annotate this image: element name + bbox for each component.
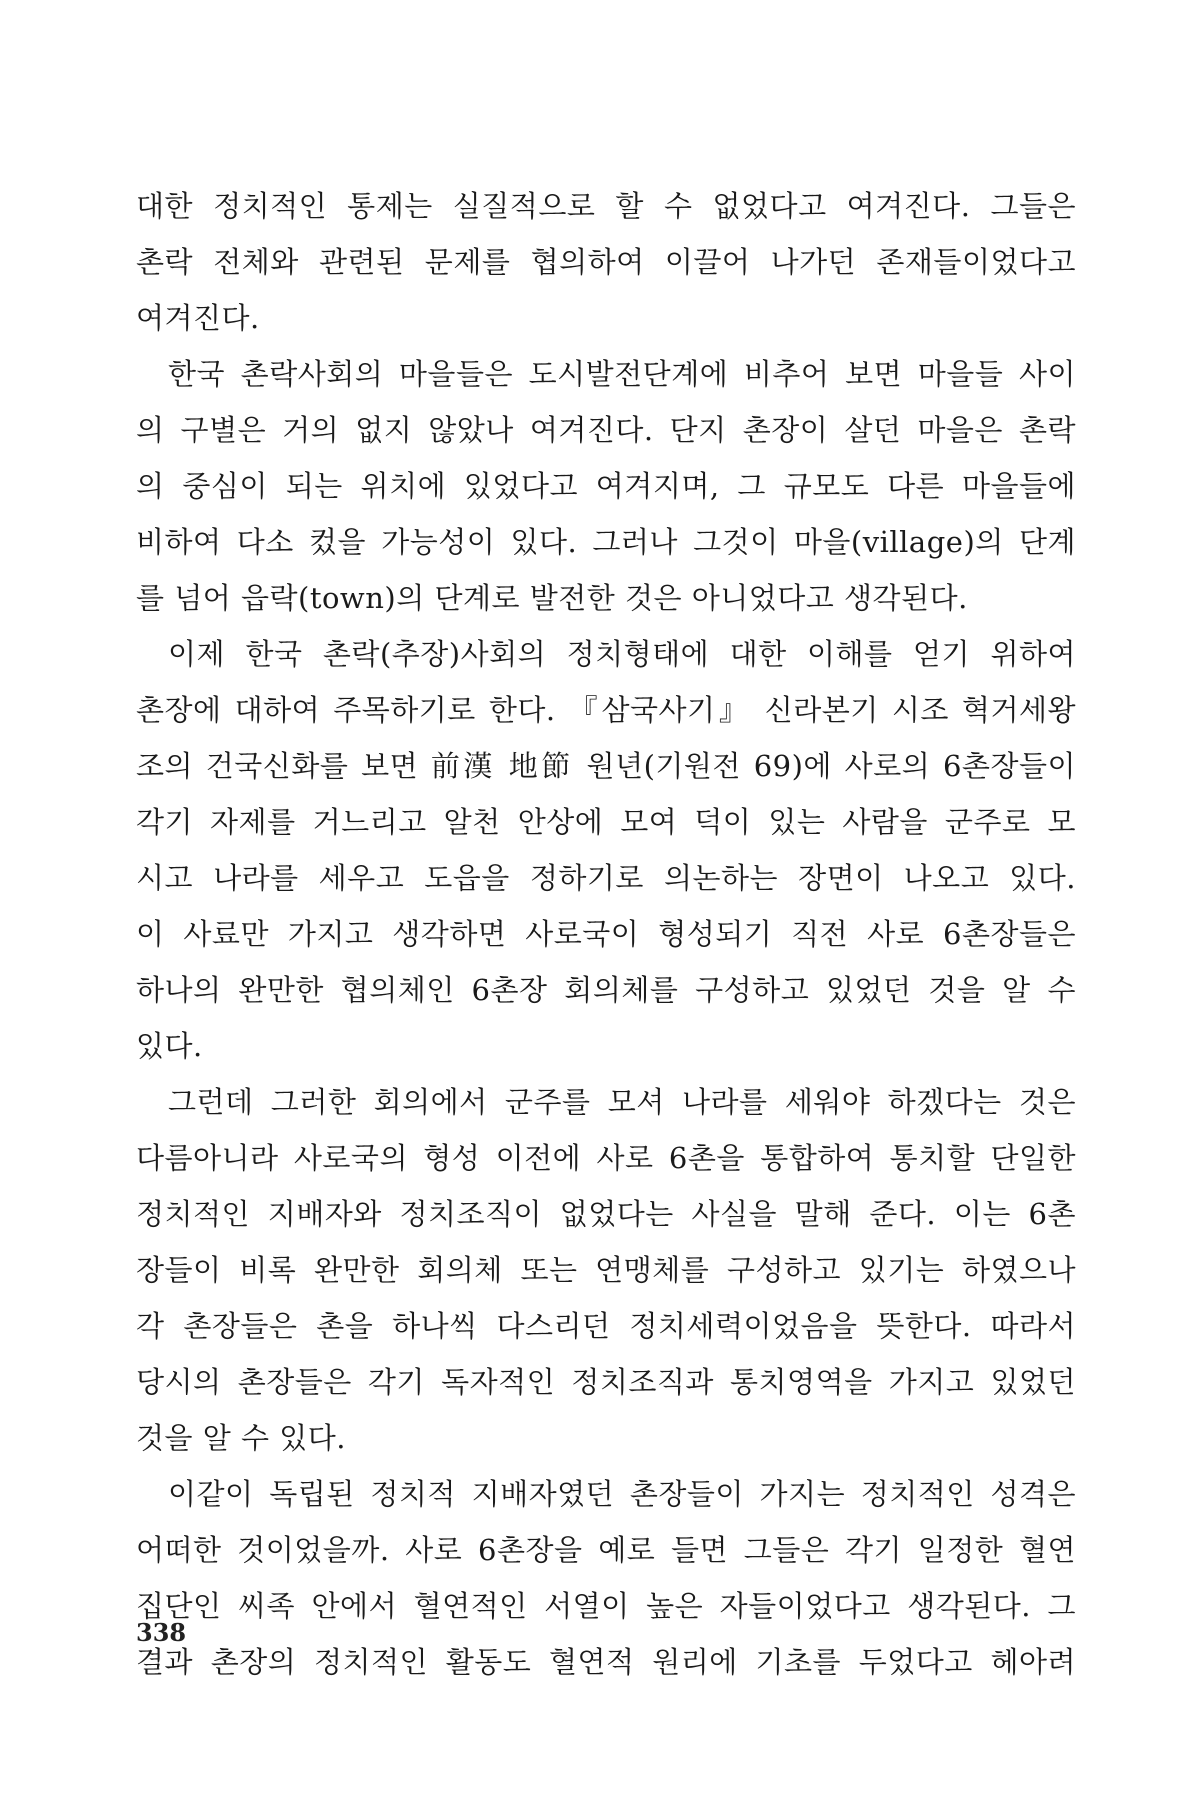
text-line: 있다. — [136, 1029, 203, 1063]
text-line: 시고 나라를 세우고 도읍을 정하기로 의논하는 장면이 나오고 있다. — [136, 861, 1076, 895]
text-line: 비하여 다소 컸을 가능성이 있다. 그러나 그것이 마을(village)의 단계 — [136, 525, 1076, 559]
text-line: 당시의 촌장들은 각기 독자적인 정치조직과 통치영역을 가지고 있었던 — [136, 1365, 1076, 1399]
text-line: 집단인 씨족 안에서 혈연적인 서열이 높은 자들이었다고 생각된다. 그 — [136, 1589, 1076, 1623]
text-line: 촌장에 대하여 주목하기로 한다. 『삼국사기』 신라본기 시조 혁거세왕 — [136, 693, 1076, 727]
text-line: 하나의 완만한 협의체인 6촌장 회의체를 구성하고 있었던 것을 알 수 — [136, 973, 1076, 1007]
text-line: 이제 한국 촌락(추장)사회의 정치형태에 대한 이해를 얻기 위하여 — [168, 637, 1076, 671]
text-line: 각기 자제를 거느리고 알천 안상에 모여 덕이 있는 사람을 군주로 모 — [136, 805, 1076, 839]
text-line: 장들이 비록 완만한 회의체 또는 연맹체를 구성하고 있기는 하였으나 — [136, 1253, 1076, 1287]
text-line: 그런데 그러한 회의에서 군주를 모셔 나라를 세워야 하겠다는 것은 — [168, 1085, 1076, 1119]
text-line: 이 사료만 가지고 생각하면 사로국이 형성되기 직전 사로 6촌장들은 — [136, 917, 1076, 951]
text-line: 대한 정치적인 통제는 실질적으로 할 수 없었다고 여겨진다. 그들은 — [136, 189, 1076, 223]
text-line: 를 넘어 읍락(town)의 단계로 발전한 것은 아니었다고 생각된다. — [136, 581, 968, 615]
text-line: 촌락 전체와 관련된 문제를 협의하여 이끌어 나가던 존재들이었다고 — [136, 245, 1076, 279]
page-number: 338 — [136, 1618, 187, 1647]
text-line: 어떠한 것이었을까. 사로 6촌장을 예로 들면 그들은 각기 일정한 혈연 — [136, 1533, 1076, 1567]
text-line: 한국 촌락사회의 마을들은 도시발전단계에 비추어 보면 마을들 사이 — [168, 357, 1076, 391]
text-line: 각 촌장들은 촌을 하나씩 다스리던 정치세력이었음을 뜻한다. 따라서 — [136, 1309, 1076, 1343]
text-line: 다름아니라 사로국의 형성 이전에 사로 6촌을 통합하여 통치할 단일한 — [136, 1141, 1076, 1175]
text-line: 조의 건국신화를 보면 前漢 地節 원년(기원전 69)에 사로의 6촌장들이 — [136, 749, 1076, 783]
text-line: 이같이 독립된 정치적 지배자였던 촌장들이 가지는 정치적인 성격은 — [168, 1477, 1076, 1511]
text-line: 여겨진다. — [136, 301, 260, 335]
text-line: 의 구별은 거의 없지 않았나 여겨진다. 단지 촌장이 살던 마을은 촌락 — [136, 413, 1076, 447]
text-line: 것을 알 수 있다. — [136, 1421, 346, 1455]
text-line: 결과 촌장의 정치적인 활동도 혈연적 원리에 기초를 두었다고 헤아려 — [136, 1645, 1076, 1679]
text-line: 의 중심이 되는 위치에 있었다고 여겨지며, 그 규모도 다른 마을들에 — [136, 469, 1076, 503]
body-text — [136, 178, 1076, 1690]
text-line: 정치적인 지배자와 정치조직이 없었다는 사실을 말해 준다. 이는 6촌 — [136, 1197, 1076, 1231]
